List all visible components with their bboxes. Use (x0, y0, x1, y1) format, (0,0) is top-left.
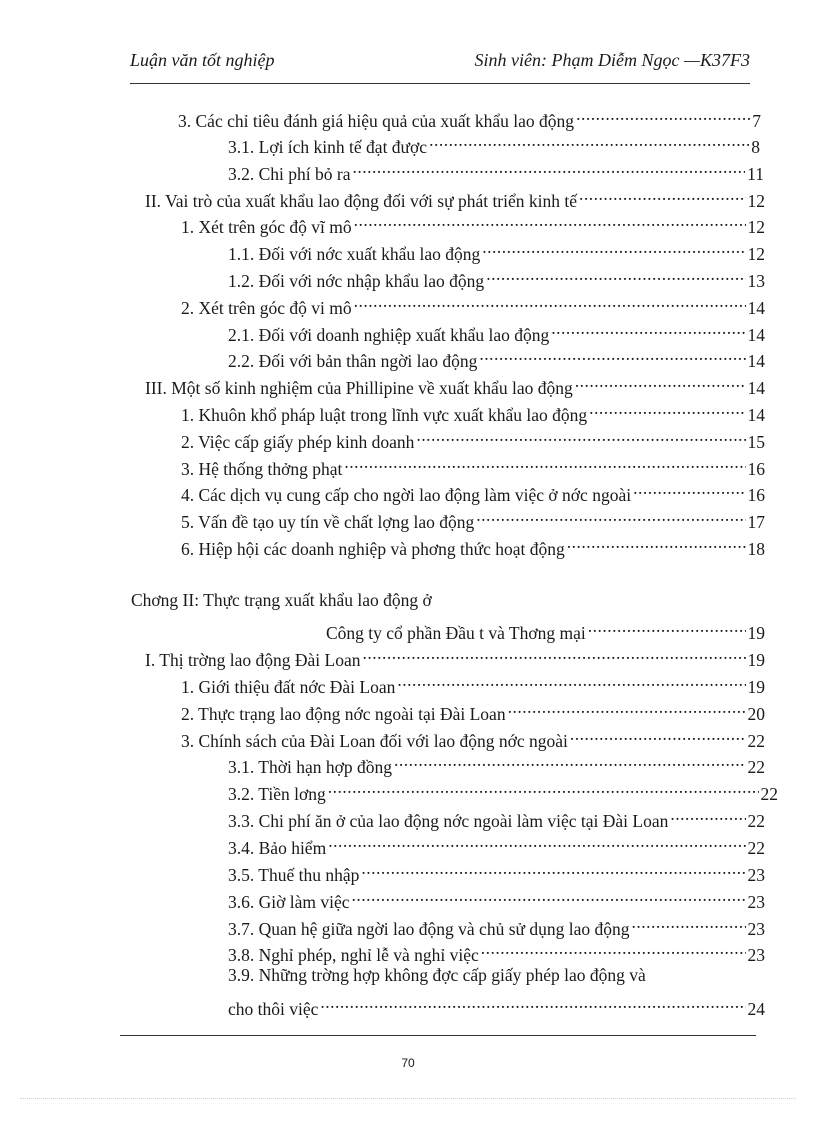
toc-leader (579, 181, 745, 207)
toc-leader (589, 395, 745, 421)
toc-leader (354, 288, 746, 314)
toc-entry (228, 855, 765, 885)
toc-entry-page: 12 (747, 217, 765, 237)
toc-entry-label: 1.1. Đối với nớc xuất khẩu lao động (228, 244, 481, 264)
toc-entry-label: II. Vai trò của xuất khẩu lao động đối với sự phát triển kinh tế (145, 191, 578, 211)
toc-entry-page: 24 (747, 999, 765, 1019)
toc-entry-page: 22 (760, 784, 778, 804)
toc-leader (508, 694, 746, 720)
toc-leader (361, 855, 745, 881)
toc-entry-label: 1.2. Đối với nớc nhập khẩu lao động (228, 271, 485, 291)
toc-entry (181, 529, 765, 559)
toc-entry-label: 3.4. Bảo hiểm (228, 838, 327, 858)
toc-leader (632, 909, 746, 935)
toc-entry-page: 14 (747, 405, 765, 425)
toc-entry-label: 2. Việc cấp giấy phép kinh doanh (181, 432, 415, 452)
toc-entry-label: 3.8. Nghỉ phép, nghỉ lễ và nghỉ việc (228, 945, 479, 965)
toc-entry (181, 207, 765, 237)
toc-entry-page: 22 (747, 838, 765, 858)
footer-rule (120, 1035, 756, 1036)
toc-entry (181, 422, 765, 452)
toc-entry-page: 11 (747, 164, 764, 184)
toc-entry-page: 14 (747, 298, 765, 318)
toc-entry-label: 3. Các chỉ tiêu đánh giá hiệu quả của xuất khẩu lao động (178, 111, 575, 131)
toc-entry (228, 341, 765, 371)
toc-entry (228, 127, 760, 157)
toc-entry (178, 101, 761, 131)
toc-leader (328, 774, 759, 800)
toc-entry-label: 3.2. Tiền lơng (228, 784, 326, 804)
toc-entry (228, 989, 765, 1019)
toc-entry-page: 19 (747, 650, 765, 670)
toc-entry (228, 154, 764, 184)
toc-entry-page: 14 (747, 351, 765, 371)
toc-leader (416, 422, 745, 448)
toc-entry-label: 3.1. Thời hạn hợp đồng (228, 757, 393, 777)
toc-entry-page: 16 (747, 459, 765, 479)
toc-entry (181, 721, 765, 751)
toc-leader (353, 154, 746, 180)
toc-leader (481, 935, 746, 961)
toc-leader (344, 449, 745, 475)
toc-entry (181, 475, 765, 505)
toc-entry-page: 16 (747, 485, 765, 505)
toc-leader (320, 989, 745, 1015)
toc-leader (482, 234, 745, 260)
toc-chapter-heading: Chơng II: Thực trạng xuất khẩu lao động ở (131, 590, 432, 610)
toc-entry-label: 1. Giới thiệu đất nớc Đài Loan (181, 677, 396, 697)
toc-entry-page: 15 (747, 432, 765, 452)
toc-entry-label: 3. Chính sách của Đài Loan đối với lao động nớc ngoài (181, 731, 568, 751)
toc-entry-label: Công ty cổ phần Đầu t và Thơng mại (326, 623, 586, 643)
toc-entry-label: 2.1. Đối với doanh nghiệp xuất khẩu lao động (228, 325, 550, 345)
toc-entry (228, 801, 765, 831)
toc-leader (588, 613, 746, 639)
toc-entry (181, 694, 765, 724)
toc-leader (479, 341, 745, 367)
toc-leader (575, 368, 746, 394)
toc-leader (352, 882, 746, 908)
toc-entry (228, 882, 765, 912)
toc-entry-label: 3.1. Lợi ích kinh tế đạt được (228, 137, 428, 157)
toc-entry-page: 17 (747, 512, 765, 532)
toc-leader (328, 828, 745, 854)
toc-entry-page: 8 (751, 137, 760, 157)
toc-entry-page: 14 (747, 378, 765, 398)
toc-entry (181, 288, 765, 318)
toc-entry (228, 774, 778, 804)
toc-entry (228, 909, 765, 939)
toc-entry-label: 6. Hiệp hội các doanh nghiệp và phơng thức hoạt động (181, 539, 565, 559)
toc-entry-label: 5. Vấn đề tạo uy tín về chất lợng lao động (181, 512, 475, 532)
toc-entry (181, 502, 765, 532)
toc-entry-label: 3.3. Chi phí ăn ở của lao động nớc ngoài làm việc tại Đài Loan (228, 811, 669, 831)
toc-leader (476, 502, 745, 528)
toc-entry-page: 22 (747, 731, 765, 751)
toc-entry (326, 613, 765, 643)
toc-leader (670, 801, 745, 827)
header-rule (130, 83, 750, 84)
toc-entry (145, 181, 765, 211)
toc-leader (633, 475, 745, 501)
toc-entry (145, 640, 765, 670)
toc-entry-label: 3. Hệ thống thởng phạt (181, 459, 343, 479)
toc-entry (228, 261, 765, 291)
toc-entry-page: 19 (747, 677, 765, 697)
toc-entry-label: 3.6. Giờ làm việc (228, 892, 350, 912)
page-number: 70 (401, 1056, 415, 1070)
toc-entry-label: 1. Khuôn khổ pháp luật trong lĩnh vực xuất khẩu lao động (181, 405, 588, 425)
toc-entry (228, 828, 765, 858)
toc-leader (397, 667, 745, 693)
toc-entry-page: 23 (747, 945, 765, 965)
toc-entry-label: 2.2. Đối với bản thân ngời lao động (228, 351, 478, 371)
header-student-name: Sinh viên: Phạm Diễm Ngọc —K37F3 (474, 50, 750, 70)
toc-entry-page: 12 (747, 244, 765, 264)
toc-entry-label: 3.2. Chi phí bỏ ra (228, 164, 351, 184)
toc-entry-page: 7 (752, 111, 761, 131)
toc-leader (354, 207, 746, 233)
toc-leader (551, 315, 745, 341)
toc-entry (228, 935, 765, 965)
toc-entry-page: 22 (747, 811, 765, 831)
toc-entry-label: 2. Xét trên góc độ vi mô (181, 298, 352, 318)
toc-leader (363, 640, 746, 666)
toc-entry-page: 19 (747, 623, 765, 643)
toc-entry (228, 315, 765, 345)
toc-entry (181, 395, 765, 425)
toc-entry-page: 23 (747, 919, 765, 939)
toc-entry-page: 18 (747, 539, 765, 559)
toc-entry-page: 14 (747, 325, 765, 345)
toc-leader (486, 261, 745, 287)
toc-leader (570, 721, 746, 747)
toc-entry-label: 4. Các dịch vụ cung cấp cho ngời lao động làm việc ở nớc ngoài (181, 485, 632, 505)
toc-entry-page: 13 (747, 271, 765, 291)
toc-entry-page: 22 (747, 757, 765, 777)
toc-entry-page: 23 (747, 892, 765, 912)
toc-entry-label: 3.7. Quan hệ giữa ngời lao động và chủ sử dụng lao động (228, 919, 630, 939)
toc-entry-label: I. Thị trờng lao động Đài Loan (145, 650, 361, 670)
toc-entry (228, 747, 765, 777)
toc-entry-label: 2. Thực trạng lao động nớc ngoài tại Đài Loan (181, 704, 506, 724)
toc-entry (181, 667, 765, 697)
page-edge-divider (20, 1098, 796, 1099)
toc-leader (567, 529, 746, 555)
toc-entry (145, 368, 765, 398)
toc-leader (394, 747, 745, 773)
toc-leader (429, 127, 749, 153)
toc-entry-label: 3.9. Những trờng hợp không đợc cấp giấy phép lao động và (228, 965, 646, 985)
toc-leader (576, 101, 750, 127)
header-thesis-title: Luận văn tốt nghiệp (130, 50, 275, 70)
toc-entry-page: 12 (747, 191, 765, 211)
toc-entry-label: 3.5. Thuế thu nhập (228, 865, 360, 885)
toc-entry-label: cho thôi việc (228, 999, 319, 1019)
toc-entry-page: 23 (747, 865, 765, 885)
page-header (130, 50, 750, 80)
toc-entry-page: 20 (747, 704, 765, 724)
toc-entry (181, 449, 765, 479)
toc-entry (228, 234, 765, 264)
toc-entry-label: 1. Xét trên góc độ vĩ mô (181, 217, 352, 237)
toc-entry-label: III. Một số kinh nghiệm của Phillipine về xuất khẩu lao động (145, 378, 573, 398)
